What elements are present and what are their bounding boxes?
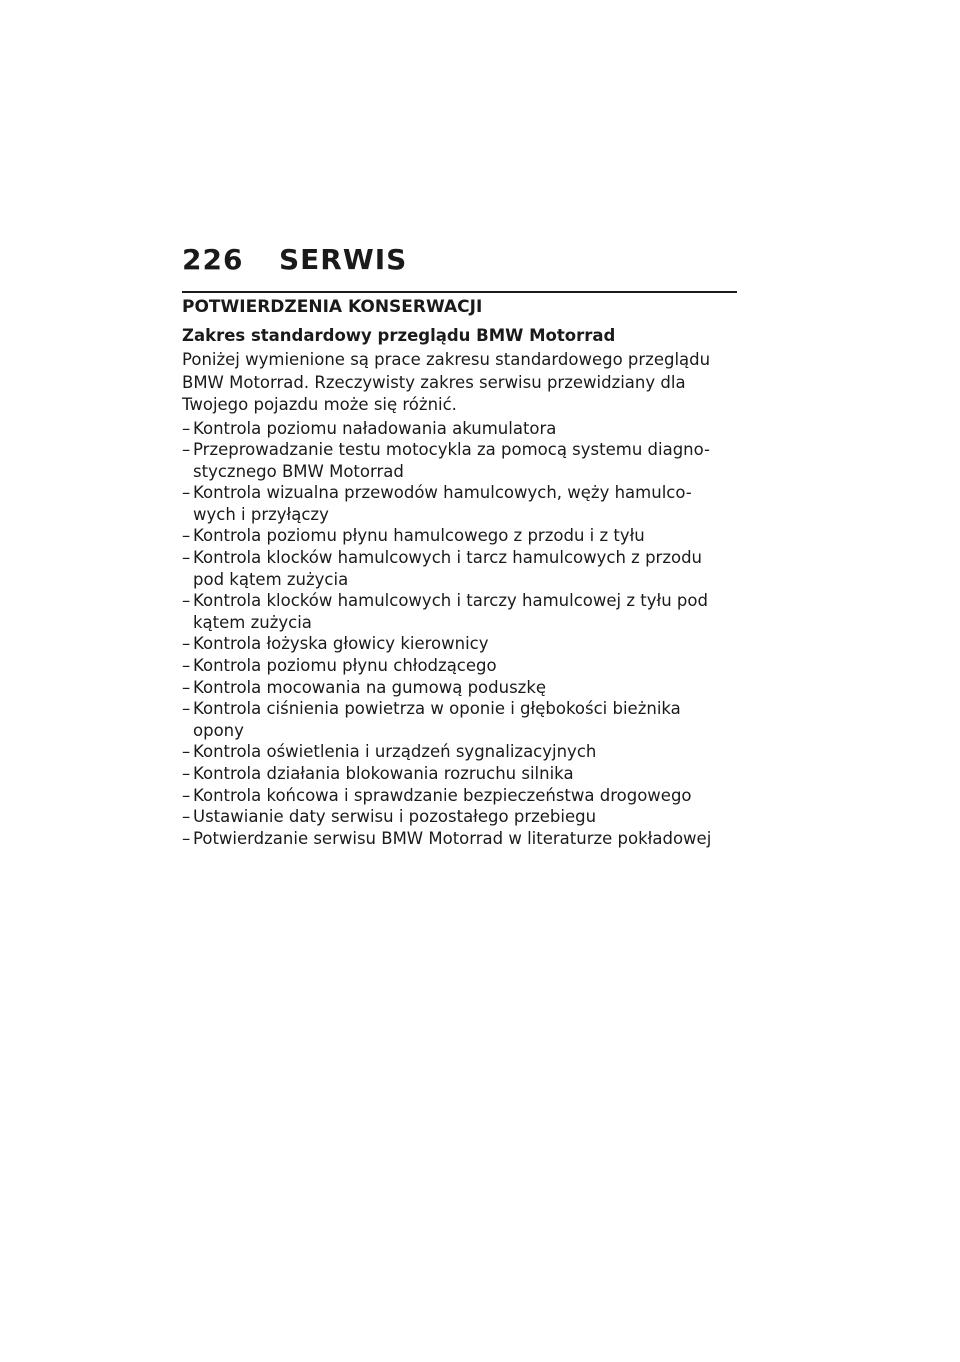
section-title: POTWIERDZENIA KONSERWACJI: [182, 297, 483, 317]
list-item: [182, 785, 742, 807]
list-item: [182, 741, 742, 763]
list-item-continuation: pod kątem zużycia: [193, 569, 349, 589]
list-item: [182, 677, 742, 699]
list-item-text: Kontrola klocków hamulcowych i tarczy hamulcowej z tyłu pod: [193, 591, 708, 611]
intro-paragraph: [182, 349, 730, 417]
page-number: 226: [182, 243, 244, 276]
list-item-text: Kontrola poziomu płynu chłodzącego: [193, 656, 497, 676]
intro-line: Poniżej wymienione są prace zakresu standardowego przeglądu: [182, 350, 711, 369]
list-item-continuation: wych i przyłączy: [193, 504, 329, 524]
list-item-text: Kontrola oświetlenia i urządzeń sygnalizacyjnych: [193, 742, 597, 762]
list-item-text: Kontrola działania blokowania rozruchu silnika: [193, 764, 574, 783]
list-item-continuation: kątem zużycia: [193, 612, 312, 632]
subsection-title: Zakres standardowy przeglądu BMW Motorrad: [182, 326, 616, 345]
list-item-text: Kontrola poziomu płynu hamulcowego z przodu i z tyłu: [193, 526, 645, 546]
list-item-text: Przeprowadzanie testu motocykla za pomocą systemu diagno-: [193, 440, 710, 460]
list-item-text: Kontrola łożyska głowicy kierownicy: [193, 634, 489, 654]
list-item-text: Kontrola końcowa i sprawdzanie bezpieczeństwa drogowego: [193, 785, 692, 805]
page-content: [182, 296, 742, 849]
list-item-text: Potwierdzanie serwisu BMW Motorrad w literaturze pokładowej: [193, 828, 712, 848]
list-item-text: Kontrola poziomu naładowania akumulatora: [193, 418, 557, 438]
list-item: [182, 439, 742, 482]
list-item-text: Ustawianie daty serwisu i pozostałego przebiegu: [193, 807, 597, 827]
list-item: [182, 547, 742, 590]
list-item-text: Kontrola klocków hamulcowych i tarcz hamulcowych z przodu: [193, 548, 703, 568]
service-task-list: [182, 418, 742, 850]
list-item: [182, 698, 742, 741]
list-item: [182, 590, 742, 633]
list-item: [182, 418, 742, 440]
list-item-text: Kontrola mocowania na gumową poduszkę: [193, 677, 547, 697]
list-item: [182, 806, 742, 828]
list-item-continuation: stycznego BMW Motorrad: [193, 461, 404, 481]
list-item-text: Kontrola wizualna przewodów hamulcowych, węży hamulco-: [193, 483, 692, 503]
intro-line: BMW Motorrad. Rzeczywisty zakres serwisu przewidziany dla: [182, 372, 686, 392]
page-header: [182, 243, 407, 277]
list-item-continuation: opony: [193, 720, 244, 740]
chapter-title: SERWIS: [279, 243, 408, 276]
intro-line: Twojego pojazdu może się różnić.: [182, 395, 457, 414]
list-item-text: Kontrola ciśnienia powietrza w oponie i głębokości bieżnika: [193, 699, 681, 719]
list-item: [182, 525, 742, 547]
list-item: [182, 655, 742, 677]
list-item: [182, 482, 742, 525]
list-item: [182, 828, 742, 850]
header-divider: [182, 291, 737, 293]
list-item: [182, 633, 742, 655]
list-item: [182, 763, 742, 785]
